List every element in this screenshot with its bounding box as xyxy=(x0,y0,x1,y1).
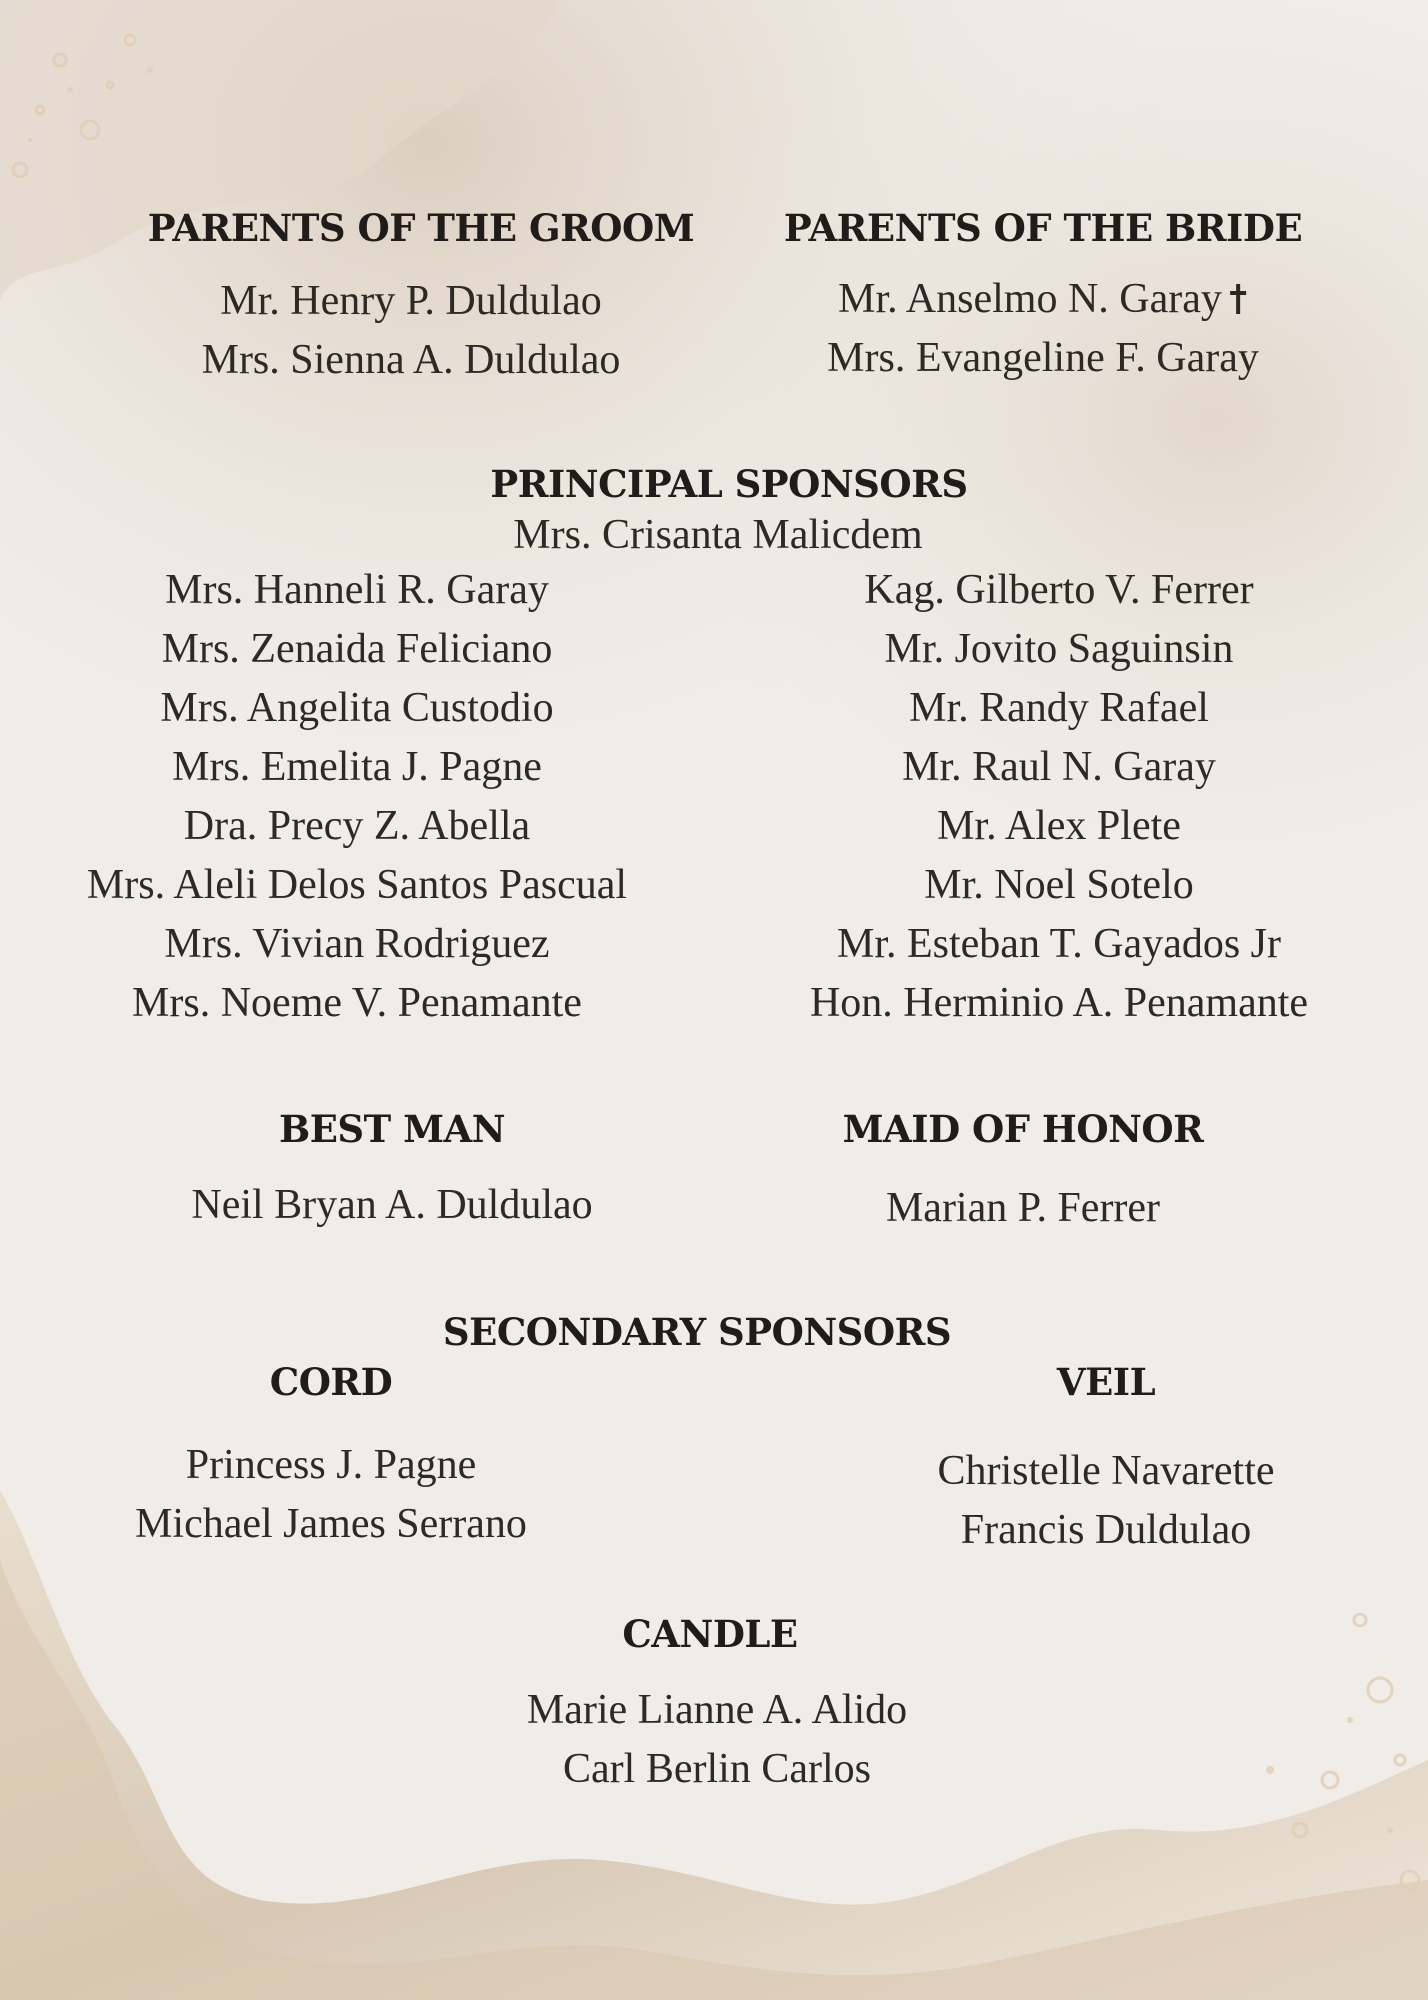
bride-parents-heading: PARENTS OF THE BRIDE xyxy=(783,206,1303,250)
candle-heading: CANDLE xyxy=(622,1612,798,1656)
sponsor-name: Kag. Gilberto V. Ferrer xyxy=(864,567,1254,613)
cross-icon xyxy=(1228,272,1248,331)
sponsor-name: Mr. Esteban T. Gayados Jr xyxy=(836,921,1282,967)
best-man-name: Neil Bryan A. Duldulao xyxy=(191,1182,593,1228)
veil-sponsor-name: Francis Duldulao xyxy=(960,1507,1252,1553)
groom-parent-name: Mrs. Sienna A. Duldulao xyxy=(201,337,621,383)
cord-heading: CORD xyxy=(269,1360,393,1404)
bride-parents-list xyxy=(827,270,1259,388)
groom-parents-list xyxy=(202,272,621,390)
groom-parent-name: Mr. Henry P. Duldulao xyxy=(220,278,602,324)
sponsor-name: Mr. Randy Rafael xyxy=(909,685,1209,731)
sponsor-name: Mr. Alex Plete xyxy=(937,803,1181,849)
sponsor-name: Mr. Jovito Saguinsin xyxy=(884,626,1234,672)
principal-sponsor-lead: Mrs. Crisanta Malicdem xyxy=(513,512,923,558)
candle-sponsors-list xyxy=(527,1681,907,1799)
bride-parent-name: Mr. Anselmo N. Garay xyxy=(838,276,1222,322)
sponsor-name: Mrs. Noeme V. Penamante xyxy=(132,980,582,1026)
bride-parent-name-row xyxy=(827,270,1259,329)
cord-sponsors-list xyxy=(135,1436,527,1554)
maid-of-honor-name: Marian P. Ferrer xyxy=(885,1185,1161,1231)
secondary-sponsors-heading: SECONDARY SPONSORS xyxy=(442,1310,952,1354)
candle-sponsor-name: Marie Lianne A. Alido xyxy=(526,1687,908,1733)
veil-heading: VEIL xyxy=(1056,1360,1156,1404)
groom-parents-heading: PARENTS OF THE GROOM xyxy=(147,206,695,250)
sponsor-name: Mr. Noel Sotelo xyxy=(924,862,1194,908)
principal-sponsors-heading: PRINCIPAL SPONSORS xyxy=(490,462,968,506)
veil-sponsor-name: Christelle Navarette xyxy=(937,1448,1275,1494)
bride-parent-name: Mrs. Evangeline F. Garay xyxy=(827,335,1259,381)
sponsor-name: Mr. Raul N. Garay xyxy=(902,744,1216,790)
maid-of-honor-heading: MAID OF HONOR xyxy=(842,1107,1204,1151)
sponsor-name: Dra. Precy Z. Abella xyxy=(183,803,531,849)
veil-sponsors-list xyxy=(937,1442,1274,1560)
candle-sponsor-name: Carl Berlin Carlos xyxy=(563,1746,871,1792)
best-man-heading: BEST MAN xyxy=(278,1107,506,1151)
sponsor-name: Mrs. Emelita J. Pagne xyxy=(172,744,542,790)
principal-sponsors-right xyxy=(810,561,1308,1033)
cord-sponsor-name: Michael James Serrano xyxy=(135,1501,527,1547)
sponsor-name: Mrs. Aleli Delos Santos Pascual xyxy=(86,862,628,908)
cord-sponsor-name: Princess J. Pagne xyxy=(185,1442,477,1488)
sponsor-name: Mrs. Hanneli R. Garay xyxy=(165,567,549,613)
sponsor-name: Mrs. Zenaida Feliciano xyxy=(161,626,553,672)
sponsor-name: Mrs. Angelita Custodio xyxy=(160,685,554,731)
principal-sponsors-left xyxy=(87,561,627,1033)
sponsor-name: Mrs. Vivian Rodriguez xyxy=(164,921,550,967)
sponsor-name: Hon. Herminio A. Penamante xyxy=(809,980,1309,1026)
